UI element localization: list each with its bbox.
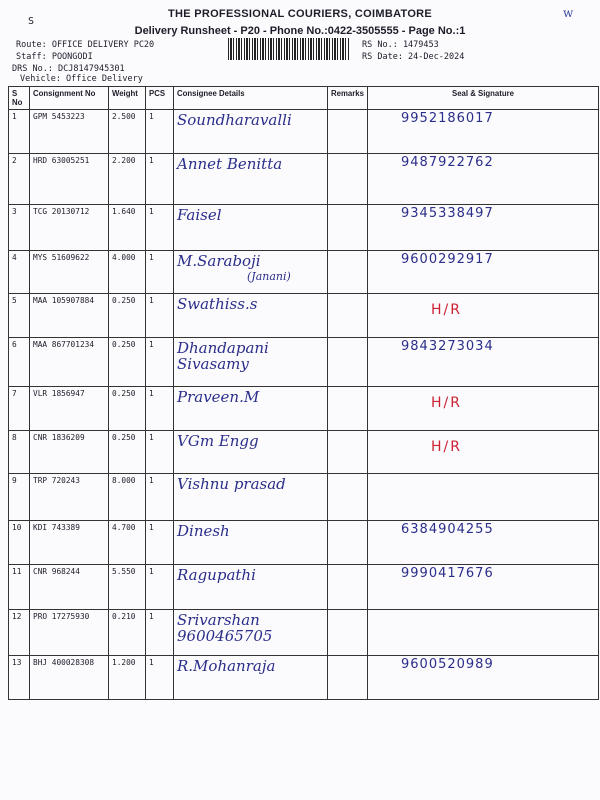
route-text: Route: OFFICE DELIVERY PC20 [16, 40, 155, 50]
consignee-name: Faisel [177, 206, 222, 224]
weight-value: 0.250 [109, 294, 146, 338]
weight-value: 0.250 [109, 338, 146, 387]
weight-value: 2.200 [109, 154, 146, 205]
consignee-details [174, 521, 328, 565]
pcs-value: 1 [146, 565, 174, 610]
consignee-details [174, 251, 328, 294]
serial-number: 13 [9, 656, 30, 700]
delivery-remark: H/R [431, 439, 462, 455]
receiver-phone: 9600520989 [401, 657, 494, 672]
signature-cell [368, 474, 599, 521]
delivery-remark: H/R [431, 302, 462, 318]
consignee-name: Ragupathi [177, 566, 256, 584]
consignee-name: Srivarshan [177, 611, 260, 629]
signature-cell [368, 521, 599, 565]
consignment-number: MYS 51609622 [30, 251, 109, 294]
weight-value: 0.210 [109, 610, 146, 656]
staff-text: Staff: POONGODI [16, 52, 93, 62]
weight-value: 4.700 [109, 521, 146, 565]
corner-initial: w [563, 6, 574, 20]
serial-number: 6 [9, 338, 30, 387]
consignee-details [174, 294, 328, 338]
pcs-value: 1 [146, 387, 174, 431]
receiver-phone: 9843273034 [401, 339, 494, 354]
pcs-value: 1 [146, 205, 174, 251]
serial-number: 10 [9, 521, 30, 565]
col-signature: Seal & Signature [368, 87, 599, 110]
consignment-number: GPM 5453223 [30, 110, 109, 154]
serial-number: 4 [9, 251, 30, 294]
signature-cell [368, 294, 599, 338]
consignee-details [174, 387, 328, 431]
remarks-cell [328, 656, 368, 700]
table-row [9, 205, 599, 251]
consignee-name: Annet Benitta [177, 155, 283, 173]
serial-number: 8 [9, 431, 30, 474]
consignee-name: Dinesh [177, 522, 230, 540]
serial-number: 11 [9, 565, 30, 610]
weight-value: 4.000 [109, 251, 146, 294]
consignee-name: Swathiss.s [177, 295, 258, 313]
table-row [9, 565, 599, 610]
col-remarks: Remarks [328, 87, 368, 110]
consignee-details [174, 474, 328, 521]
remarks-cell [328, 205, 368, 251]
receiver-phone: 9487922762 [401, 155, 494, 170]
consignee-extra: (Janani) [247, 270, 291, 283]
receiver-phone: 9345338497 [401, 206, 494, 221]
remarks-cell [328, 565, 368, 610]
signature-cell [368, 387, 599, 431]
signature-cell [368, 431, 599, 474]
table-row [9, 431, 599, 474]
pcs-value: 1 [146, 154, 174, 205]
signature-cell [368, 610, 599, 656]
table-row [9, 521, 599, 565]
consignee-details [174, 431, 328, 474]
remarks-cell [328, 431, 368, 474]
remarks-cell [328, 110, 368, 154]
pcs-value: 1 [146, 338, 174, 387]
consignment-number: KDI 743389 [30, 521, 109, 565]
table-row [9, 387, 599, 431]
table-row [9, 656, 599, 700]
barcode [228, 38, 350, 60]
col-sno: S No [9, 87, 30, 110]
signature-cell [368, 205, 599, 251]
consignment-number: MAA 867701234 [30, 338, 109, 387]
remarks-cell [328, 294, 368, 338]
serial-number: 9 [9, 474, 30, 521]
delivery-remark: H/R [431, 395, 462, 411]
table-row [9, 474, 599, 521]
consignee-name: M.Saraboji [177, 252, 261, 270]
table-row [9, 294, 599, 338]
vehicle-text: Vehicle: Office Delivery [20, 74, 143, 84]
pcs-value: 1 [146, 294, 174, 338]
serial-number: 5 [9, 294, 30, 338]
remarks-cell [328, 474, 368, 521]
consignee-details [174, 656, 328, 700]
drs-number: DRS No.: DCJ8147945301 [12, 64, 125, 74]
signature-cell [368, 154, 599, 205]
signature-cell [368, 656, 599, 700]
pcs-value: 1 [146, 431, 174, 474]
consignee-extra: Sivasamy [177, 355, 249, 373]
consignment-number: VLR 1856947 [30, 387, 109, 431]
receiver-phone: 9990417676 [401, 566, 494, 581]
weight-value: 2.500 [109, 110, 146, 154]
table-row [9, 154, 599, 205]
serial-number: 12 [9, 610, 30, 656]
col-consignment: Consignment No [30, 87, 109, 110]
col-pcs: PCS [146, 87, 174, 110]
signature-cell [368, 251, 599, 294]
remarks-cell [328, 338, 368, 387]
consignee-name: Vishnu prasad [177, 475, 286, 493]
receiver-phone: 9952186017 [401, 111, 494, 126]
consignee-details [174, 565, 328, 610]
consignee-name: VGm Engg [177, 432, 259, 450]
consignee-name: R.Mohanraja [177, 657, 276, 675]
consignee-details [174, 154, 328, 205]
serial-number: 3 [9, 205, 30, 251]
weight-value: 0.250 [109, 387, 146, 431]
consignment-number: MAA 105907884 [30, 294, 109, 338]
consignment-number: BHJ 400028308 [30, 656, 109, 700]
signature-cell [368, 565, 599, 610]
signature-cell [368, 110, 599, 154]
serial-number: 7 [9, 387, 30, 431]
pcs-value: 1 [146, 610, 174, 656]
consignee-extra: 9600465705 [177, 627, 273, 645]
corner-mark: S [28, 16, 35, 27]
serial-number: 1 [9, 110, 30, 154]
runsheet-title: Delivery Runsheet - P20 - Phone No.:0422-3505555 - Page No.:1 [134, 25, 466, 37]
remarks-cell [328, 154, 368, 205]
pcs-value: 1 [146, 656, 174, 700]
pcs-value: 1 [146, 110, 174, 154]
consignee-details [174, 610, 328, 656]
consignment-number: TRP 720243 [30, 474, 109, 521]
weight-value: 8.000 [109, 474, 146, 521]
company-title: THE PROFESSIONAL COURIERS, COIMBATORE [167, 8, 433, 20]
remarks-cell [328, 387, 368, 431]
col-consignee: Consignee Details [174, 87, 328, 110]
table-row [9, 251, 599, 294]
weight-value: 5.550 [109, 565, 146, 610]
pcs-value: 1 [146, 474, 174, 521]
consignee-details [174, 205, 328, 251]
table-row [9, 338, 599, 387]
rs-date: RS Date: 24-Dec-2024 [362, 52, 465, 62]
weight-value: 1.640 [109, 205, 146, 251]
runsheet-table [8, 86, 599, 700]
consignee-name: Praveen.M [177, 388, 260, 406]
pcs-value: 1 [146, 251, 174, 294]
remarks-cell [328, 521, 368, 565]
consignment-number: CNR 968244 [30, 565, 109, 610]
consignment-number: PRO 17275930 [30, 610, 109, 656]
consignment-number: HRD 63005251 [30, 154, 109, 205]
remarks-cell [328, 251, 368, 294]
consignment-number: CNR 1836209 [30, 431, 109, 474]
consignee-name: Dhandapani [177, 339, 269, 357]
consignee-details [174, 110, 328, 154]
receiver-phone: 6384904255 [401, 522, 494, 537]
signature-cell [368, 338, 599, 387]
table-header-row [9, 87, 599, 110]
serial-number: 2 [9, 154, 30, 205]
pcs-value: 1 [146, 521, 174, 565]
col-weight: Weight [109, 87, 146, 110]
receiver-phone: 9600292917 [401, 252, 494, 267]
table-row [9, 610, 599, 656]
weight-value: 0.250 [109, 431, 146, 474]
consignee-name: Soundharavalli [177, 111, 292, 129]
table-row [9, 110, 599, 154]
consignee-details [174, 338, 328, 387]
weight-value: 1.200 [109, 656, 146, 700]
consignment-number: TCG 20130712 [30, 205, 109, 251]
rs-number: RS No.: 1479453 [362, 40, 439, 50]
remarks-cell [328, 610, 368, 656]
